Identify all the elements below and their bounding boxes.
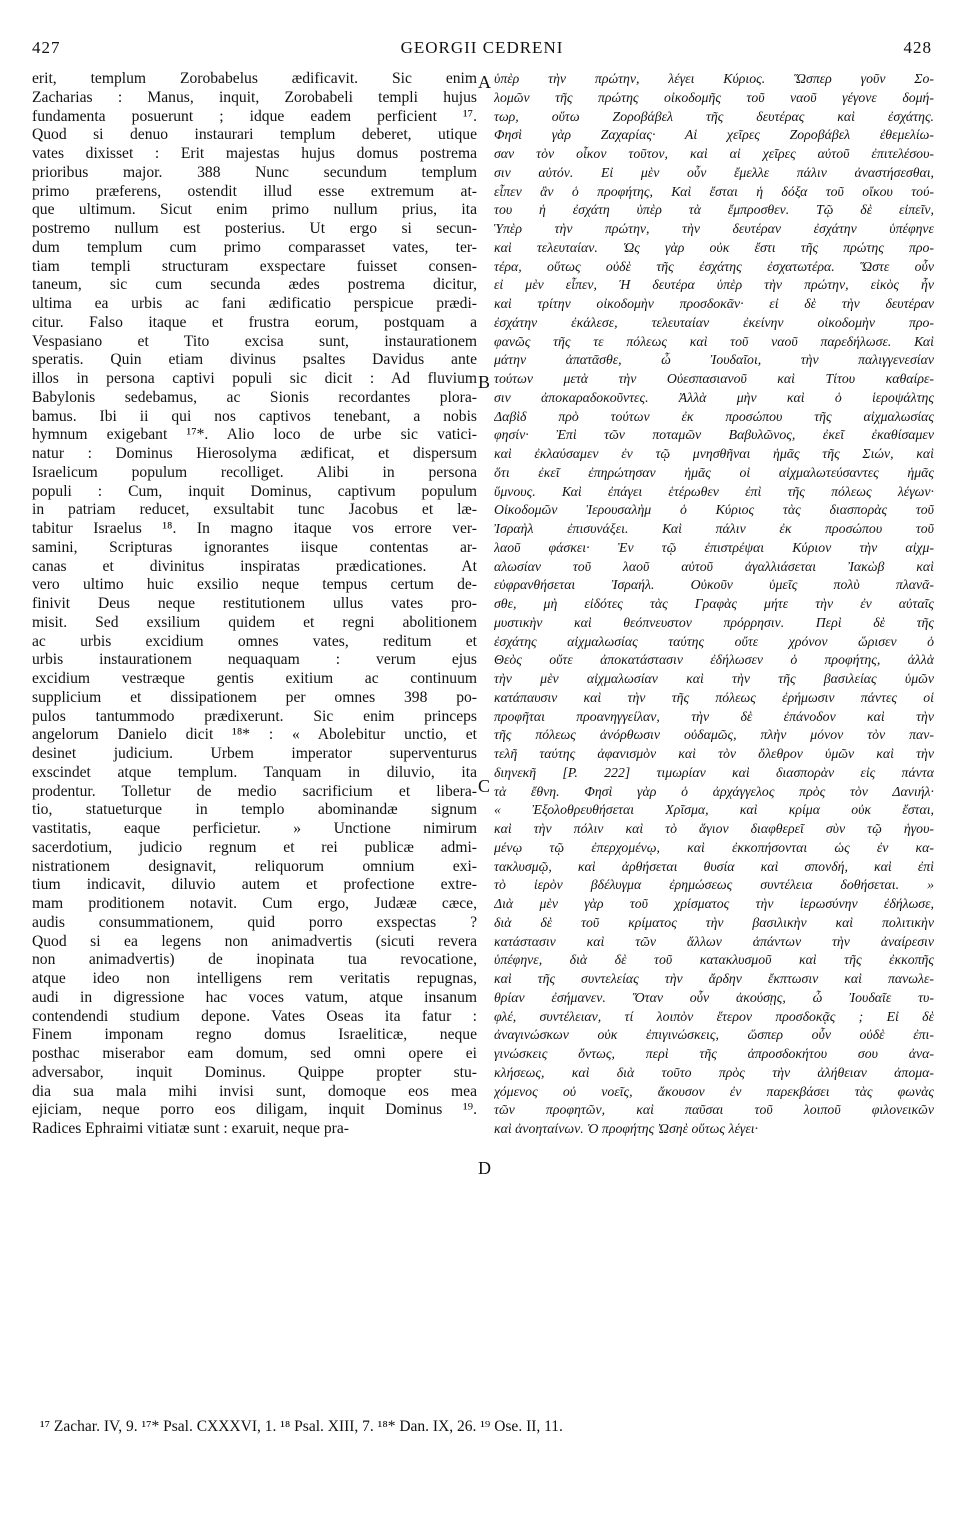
latin-line: que ultimum. Sicut enim primo nullum prius, ita bbox=[32, 201, 477, 219]
greek-line: ἀναγινώσκων οὐκ ἐπιγινώσκεις, ὥσπερ οὖν οὐδὲ ἐπι- bbox=[494, 1027, 934, 1043]
greek-line: τακλυσμῷ, καὶ ἀρθήσεται θυσία καὶ σπονδή, καὶ ἐπὶ bbox=[494, 858, 934, 874]
greek-line: καὶ τελευταίαν. Ὡς γὰρ οὐκ ἔστι τῆς πρώτης προ- bbox=[494, 239, 934, 255]
latin-line: nistrationem designavit, reliquorum omnium exi- bbox=[32, 857, 477, 875]
greek-line: τελῆ ταύτης ἀφανισμὸν καὶ τὸν ὄλεθρον ὑμῶν καὶ τὴν bbox=[494, 746, 934, 761]
latin-line: Finem imponam regno domus Israeliticæ, neque bbox=[32, 1026, 477, 1044]
latin-line: in patriam reducet, exsultabit tunc Jacobus et læ- bbox=[32, 501, 477, 519]
latin-line: desinet judicium. Urbem imperator superventurus bbox=[32, 745, 477, 762]
greek-line: « Ἐξολοθρευθήσεται Χρῖσμα, καὶ κρίμα οὐκ ἔσται, bbox=[494, 802, 934, 818]
greek-line: ὑπὲρ τὴν πρώτην, λέγει Κύριος. Ὥσπερ γοῦν Σο- bbox=[494, 71, 934, 86]
latin-line: postremo nullum est posterius. Ut ergo si secun- bbox=[32, 220, 477, 237]
latin-line: ac urbis excidium omnes vates, reditum et bbox=[32, 632, 477, 650]
greek-line: καὶ ἐκλαύσαμεν ἐν τῷ μνησθῆναι ἡμᾶς τῆς Σιών, καὶ bbox=[494, 446, 934, 461]
greek-line: μάτην ἀπατᾶσθε, ὦ Ἰουδαῖοι, τὴν παλιγγενεσίαν bbox=[494, 352, 934, 368]
latin-line: vastitatis, eaque perficietur. » Unctione nimirum bbox=[32, 820, 477, 837]
latin-line: natur : Dominus Hierosolyma ædificat, et dispersum bbox=[32, 445, 477, 462]
greek-line: καὶ ἀνοηταίνων. Ὁ προφήτης Ὠσηὲ οὕτως λέγει· bbox=[494, 1121, 759, 1136]
latin-line: misit. Sed exsilium quidem et regni abolitionem bbox=[32, 613, 477, 631]
latin-line: exscindet atque templum. Tanquam in diluvio, ita bbox=[32, 763, 477, 781]
latin-line: prodentur. Tolletur de medio sacrificium et libera- bbox=[32, 782, 477, 800]
latin-line: populi : Cum, inquit Dominus, captivum populum bbox=[32, 482, 477, 500]
greek-line: τῶν προφητῶν, καὶ παῦσαι τοῦ λοιποῦ φιλονεικῶν bbox=[494, 1102, 934, 1118]
latin-line: ejiciam, neque porro eos diligam, inquit Dominus ¹⁹. bbox=[32, 1101, 477, 1119]
page-header bbox=[32, 38, 932, 64]
latin-line: primo præferens, ostendit illud esse extremum at- bbox=[32, 182, 477, 200]
page-number-left: 427 bbox=[32, 38, 61, 57]
latin-line: bamus. Ibi ii qui nos captivos tenebant, a nobis bbox=[32, 407, 477, 425]
greek-line: τωρ, οὕτω Ζοροβάβελ τῆς δευτέρας καὶ ἐσχάτης. bbox=[494, 108, 934, 124]
latin-line: contendendi studium depone. Vates Oseas ita fatur : bbox=[32, 1007, 477, 1025]
latin-line: Babylonis sedebamus, ac Sionis recordantes plora- bbox=[32, 388, 477, 406]
greek-line: φλέ, συντέλειαν, τί λοιπὸν ἕτερον προσδοκᾷς ; Εἰ δὲ bbox=[494, 1008, 934, 1024]
latin-line: posthac miserabor eam domum, sed omni opere ei bbox=[32, 1045, 477, 1062]
greek-line: κλήσεως, καὶ διὰ τοῦτο πρὸς τὴν ἀλήθειαν ἀπομα- bbox=[494, 1064, 934, 1080]
latin-line: dum templum cum primo comparasset vates, ter- bbox=[32, 238, 477, 256]
latin-line: canas et divinitus inspiratas prædicationes. At bbox=[32, 557, 477, 575]
latin-line: finivit Deus neque restitutionem ullus vates pro- bbox=[32, 595, 477, 612]
greek-line: καὶ τρίτην οἰκοδομὴν προσδοκᾶν· εἰ δὲ τὴν δευτέραν bbox=[494, 296, 934, 311]
latin-line: Quod si ea legens non animadvertis (sicuti revera bbox=[32, 932, 477, 950]
greek-line: τὰ ἔθνη. Φησὶ γὰρ ὁ ἀρχάγγελος πρὸς τὸν Δανιήλ· bbox=[494, 783, 934, 799]
latin-line: Radices Ephraimi vitiatæ sunt : exaruit, neque pra- bbox=[32, 1120, 349, 1137]
greek-line: Ὑπὲρ τὴν πρώτην, τὴν δευτέραν ἐσχάτην ὑπέφηνε bbox=[494, 221, 934, 236]
latin-line: urbis instaurationem nequaquam : verum ejus bbox=[32, 651, 477, 669]
greek-line: εὐφρανθήσεται Ἰσραήλ. Οὐκοῦν ὑμεῖς πολὺ πλανᾶ- bbox=[494, 577, 934, 593]
greek-line: διὰ δὲ τοῦ κρίματος τὴν βασιλικὴν καὶ πολιτικὴν bbox=[494, 914, 934, 930]
greek-line: λομῶν τῆς πρώτης οἰκοδομῆς τοῦ ναοῦ γέγονε δομή- bbox=[494, 89, 934, 105]
latin-line: vates dixisset : Erit majestas hujus domus postrema bbox=[32, 145, 477, 162]
greek-line: φανῶς τῆς τε πόλεως καὶ τοῦ ναοῦ παρεδήλωσε. Καὶ bbox=[494, 333, 934, 349]
latin-line: Israelicum populum recolliget. Alibi in persona bbox=[32, 463, 477, 481]
greek-column bbox=[494, 70, 934, 1139]
greek-line: φησίν· Ἐπὶ τῶν ποταμῶν Βαβυλῶνος, ἐκεῖ ἐκαθίσαμεν bbox=[494, 427, 934, 443]
greek-line: τῆς πόλεως ἀνόρθωσιν οὐδαμῶς, πλὴν μόνον τὸν παν- bbox=[494, 727, 934, 743]
section-marker-a: A bbox=[478, 72, 491, 92]
greek-line: εἰ μὲν εἶπεν, Ἡ δευτέρα ὑπὲρ τὴν πρώτην, εἰκὸς ἦν bbox=[494, 277, 934, 293]
greek-line: του ἡ ἐσχάτη ὑπὲρ τὰ ἔμπροσθεν. Τῷ δὲ εἰπεῖν, bbox=[494, 202, 934, 218]
latin-line: non animadvertis) de inopinata tua revocatione, bbox=[32, 951, 477, 969]
greek-line: ἐσχάτην ἐκάλεσε, τελευταίαν ἐκείνην οἰκοδομὴν προ- bbox=[494, 314, 934, 330]
greek-line: ὕμνους. Καὶ ἐπάγει ἑτέρωθεν ἐπὶ τῆς πόλεως λέγων· bbox=[494, 483, 934, 499]
greek-line: σιν αὐτόν. Εἰ μὲν οὖν ἔμελλε πάλιν ἀναστήσεσθαι, bbox=[494, 164, 934, 180]
latin-line: excidium vestræque gentis exitium ac continuum bbox=[32, 670, 477, 687]
greek-line: σιν ἀποκαραδοκοῦντες. Ἀλλὰ μὴν καὶ ὁ ἱεροψάλτης bbox=[494, 389, 934, 405]
greek-line: καὶ τὴν πόλιν καὶ τὸ ἅγιον διαφθερεῖ σὺν τῷ ἡγου- bbox=[494, 821, 934, 836]
greek-line: κατάστασιν καὶ τῶν ἄλλων ἁπάντων τὴν ἀναίρεσιν bbox=[494, 933, 934, 949]
latin-line: Vespasiano et Tito excisa sunt, instaurationem bbox=[32, 332, 477, 350]
section-marker-c: C bbox=[478, 776, 491, 796]
latin-line: audis consummationem, quid porro exspectas ? bbox=[32, 913, 477, 931]
latin-line: mam proditionem notavit. Cum ergo, Judææ cæce, bbox=[32, 895, 477, 912]
latin-line: adversabor, inquit Dominus. Quippe propter stu- bbox=[32, 1063, 477, 1081]
greek-line: Διὰ μὲν γὰρ τοῦ χρίσματος τὴν ἱερωσύνην ἐδήλωσε, bbox=[494, 896, 934, 911]
greek-line: καὶ τῆς συντελείας τὴν ἄρδην ἔκπτωσιν καὶ πανωλε- bbox=[494, 971, 934, 986]
greek-line: Οἰκοδομῶν Ἱερουσαλὴμ ὁ Κύριος τὰς διασπορὰς τοῦ bbox=[494, 502, 934, 518]
latin-line: dia sua mala mihi invisi sunt, domoque eos mea bbox=[32, 1082, 477, 1100]
page-number-right: 428 bbox=[903, 38, 932, 57]
latin-line: angelorum Danielo dicit ¹⁸* : « Abolebitur unctio, et bbox=[32, 726, 477, 744]
greek-line: τὸ ἱερὸν βδέλυγμα ἐρημώσεως συντέλεια δοθήσεται. » bbox=[494, 877, 934, 893]
greek-line: γινώσκεις ὄντως, περὶ τῆς ἀπροσδοκήτου σου ἀνα- bbox=[494, 1046, 934, 1061]
latin-line: taneum, sic cum secunda ædes postrema dicitur, bbox=[32, 276, 477, 294]
greek-line: εἶπεν ἂν ὁ προφήτης, Καὶ ἔσται ἡ δόξα τοῦ οἴκου τού- bbox=[494, 183, 934, 199]
greek-line: θρίαν ἐσήμανεν. Ὅταν οὖν ἀκούσῃς, ὦ Ἰουδαῖε τυ- bbox=[494, 989, 934, 1005]
latin-line: atque ideo non intelligens rem veritatis repugnas, bbox=[32, 970, 477, 987]
latin-line: Zacharias : Manus, inquit, Zorobabeli templi hujus bbox=[32, 88, 477, 106]
greek-line: σαν τὸν οἶκον τοῦτον, καὶ αἱ χεῖρες αὐτοῦ ἐπιτελέσου- bbox=[494, 146, 934, 161]
latin-column bbox=[32, 70, 477, 1139]
latin-line: vero ultimo huic exsilio neque tempus certum de- bbox=[32, 576, 477, 594]
latin-line: Quod si denuo instaurari templum deberet, utique bbox=[32, 126, 477, 144]
greek-line: ἐσχάτης αἰχμαλωσίας ταύτης οὔτε χρόνον ὥρισεν ὁ bbox=[494, 633, 934, 649]
greek-line: τέρα, οὕτως οὐδὲ τῆς ἐσχάτης ἐσχατωτέρα. Ὥστε οὖν bbox=[494, 258, 934, 274]
greek-line: τούτων μετὰ τὴν Οὐεσπασιανοῦ καὶ Τίτου καθαίρε- bbox=[494, 371, 934, 386]
greek-line: ὅτι ἐκεῖ ἐπηρώτησαν ἡμᾶς οἱ αἰχμαλωτεύσαντες ἡμᾶς bbox=[494, 464, 934, 480]
greek-line: λαοῦ φάσκει· Ἐν τῷ ἐπιστρέψαι Κύριον τὴν αἰχμ- bbox=[494, 539, 934, 555]
latin-line: tabitur Israelus ¹⁸. In magno itaque vos errore ver- bbox=[32, 520, 477, 537]
greek-line: Θεὸς οὔτε ἀποκατάστασιν ἐδήλωσεν ὁ προφήτης, ἀλλὰ bbox=[494, 652, 934, 668]
section-marker-d: D bbox=[478, 1158, 491, 1178]
greek-line: μυστικὴν καὶ θεόπνευστον πρόρρησιν. Περὶ δὲ τῆς bbox=[494, 614, 934, 630]
latin-line: samini, Scripturas ignorantes iisque contentas ar- bbox=[32, 538, 477, 556]
greek-line: ὑπέφηνε, διὰ δὲ τοῦ κατακλυσμοῦ καὶ τῆς ἐκκοπῆς bbox=[494, 952, 934, 968]
latin-line: supplicium et dissipationem per omnes 398 po- bbox=[32, 688, 477, 706]
latin-line: tiam templi structuram exspectare fuisset consen- bbox=[32, 257, 477, 275]
greek-line: κατάπαυσιν καὶ τὴν τῆς πόλεως ἐρήμωσιν πάντες οἱ bbox=[494, 689, 934, 705]
greek-line: προφῆται προανηγγείλαν, τὴν δὲ ἐπάνοδον καὶ τὴν bbox=[494, 708, 934, 724]
greek-line: χόμενος οὐ νοεῖς, ἄκουσον ἐν παρεκβάσει τὰς φωνὰς bbox=[494, 1083, 934, 1099]
greek-line: διηνεκῆ [P. 222] τιμωρίαν καὶ διασπορὰν εἰς πάντα bbox=[494, 764, 934, 780]
latin-line: hymnum exigebant ¹⁷*. Alio loco de urbe sic vatici- bbox=[32, 426, 477, 444]
greek-line: τὴν μὲν αἰχμαλωσίαν καὶ τὴν τῆς βασιλείας ὑμῶν bbox=[494, 671, 934, 686]
latin-line: fundamenta posuerunt ; idque eadem perficient ¹⁷. bbox=[32, 107, 477, 125]
latin-line: sacerdotium, judicio regnum et rei publicæ admi- bbox=[32, 838, 477, 856]
greek-line: μένῳ τῷ ἐπερχομένῳ, καὶ ἐκκοπήσονται ὡς ἐν κα- bbox=[494, 839, 934, 855]
footnotes: ¹⁷ Zachar. IV, 9. ¹⁷* Psal. CXXXVI, 1. ¹⁸ Psal. XIII, 7. ¹⁸* Dan. IX, 26. ¹⁹ Ose. II, 11. bbox=[40, 1418, 563, 1435]
latin-line: tio, statueturque in templo abominandæ signum bbox=[32, 801, 477, 819]
greek-line: σθε, μὴ εἰδότες τὰς Γραφὰς μήτε τὴν ἐν αὐταῖς bbox=[494, 596, 934, 611]
latin-line: speratis. Quin etiam divinus psaltes Davidus ante bbox=[32, 351, 477, 369]
latin-line: erit, templum Zorobabelus ædificavit. Sic enim bbox=[32, 70, 477, 87]
latin-line: tium indicavit, diluvio autem et profectione extre- bbox=[32, 876, 477, 894]
greek-line: Δαβὶδ πρὸ τούτων ἐκ προσώπου τῆς αἰχμαλωσίας bbox=[494, 408, 934, 424]
latin-line: citur. Falso itaque et frustra eorum, postquam a bbox=[32, 313, 477, 331]
greek-line: Ἰσραὴλ ἐπισυνάξει. Καὶ πάλιν ἐκ προσώπου τοῦ bbox=[494, 521, 934, 536]
section-marker-b: B bbox=[478, 372, 491, 392]
latin-line: audi in digressione hac voces vatum, atque insanum bbox=[32, 988, 477, 1006]
latin-line: illos in persona captivi populi sic dicit : Ad fluvium bbox=[32, 370, 477, 387]
greek-line: Φησὶ γὰρ Ζαχαρίας· Αἱ χεῖρες Ζοροβάβελ ἐθεμελίω- bbox=[494, 127, 934, 143]
running-title: GEORGII CEDRENI bbox=[400, 38, 564, 57]
latin-line: pulos tantummodo prædixerunt. Sic enim princeps bbox=[32, 707, 477, 725]
greek-line: αλωσίαν τοῦ λαοῦ αὐτοῦ ἀγαλλιάσεται Ἰακὼβ καὶ bbox=[494, 558, 934, 574]
latin-line: ultima ea urbis ac fani ædificatio perspicue prædi- bbox=[32, 295, 477, 312]
latin-line: prioribus major. 388 Nunc secundum templum bbox=[32, 163, 477, 181]
